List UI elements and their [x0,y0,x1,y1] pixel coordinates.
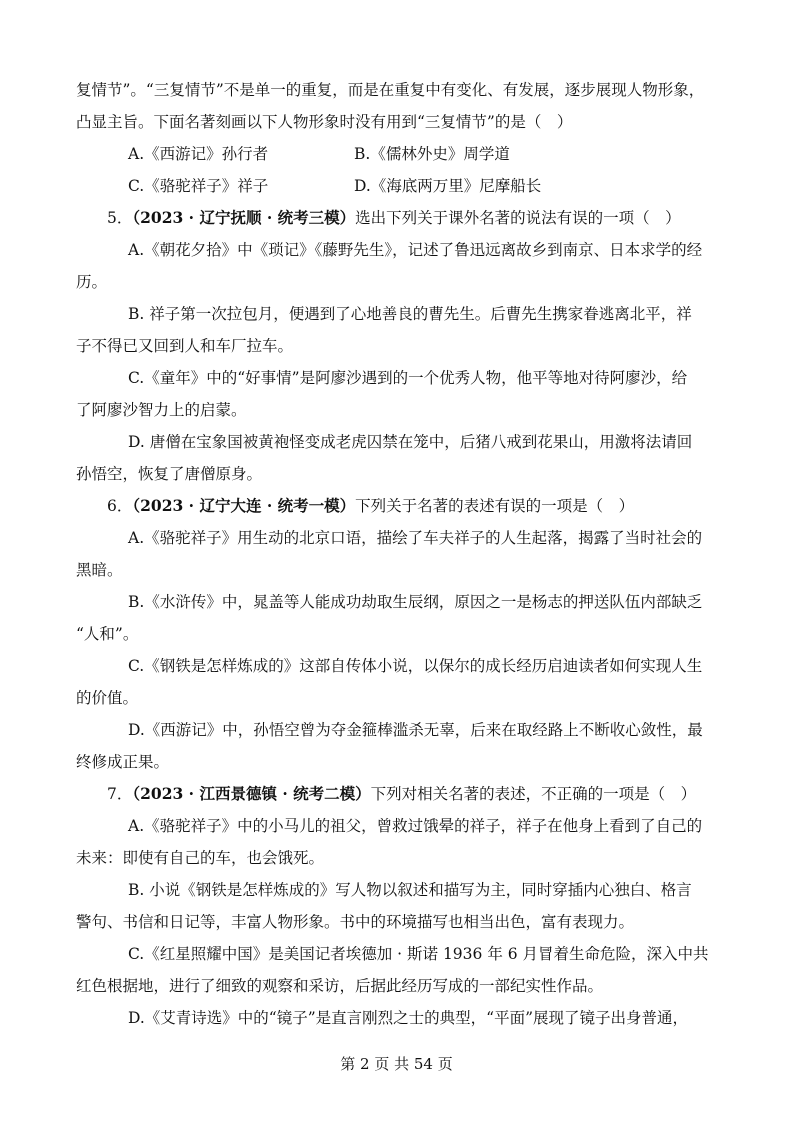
q5-option-d: D. 唐僧在宝象国被黄袍怪变成老虎囚禁在笼中，后猪八戒到花果山，用激将法请回 [128,433,693,451]
question-number: 5． [107,209,133,227]
q5-option-c: C.《童年》中的“好事情”是阿廖沙遇到的一个优秀人物，他平等地对待阿廖沙，给 [128,369,688,387]
q7-option-b-cont: 警句、书信和日记等，丰富人物形象。书中的环境描写也相当出色，富有表现力。 [76,913,635,931]
q5-option-a-cont: 历。 [76,273,108,291]
question-text: 选出下列关于课外名著的说法有误的一项（ ） [355,209,681,227]
question-5-stem [107,208,721,228]
q6-option-b: B.《水浒传》中，晁盖等人能成功劫取生辰纲，原因之一是杨志的押送队伍内部缺乏 [128,593,703,611]
q7-option-b: B. 小说《钢铁是怎样炼成的》写人物以叙述和描写为主，同时穿插内心独白、格言 [128,881,692,899]
q4-option-c: C.《骆驼祥子》祥子 [128,177,269,195]
q6-option-d: D.《西游记》中，孙悟空曾为夺金箍棒滥杀无辜，后来在取经路上不断收心敛性，最 [128,721,703,739]
q6-option-d-cont: 终修成正果。 [76,753,170,771]
q6-option-a-cont: 黑暗。 [76,561,123,579]
question-number: 7． [107,785,133,803]
text-line: 凸显主旨。下面名著刻画以下人物形象时没有用到“三复情节”的是（ ） [76,113,573,131]
q5-option-b-cont: 子不得已又回到人和车厂拉车。 [76,337,294,355]
question-6-stem [107,496,721,516]
question-7-stem [107,784,721,804]
q4-options-row-2 [128,176,721,196]
q6-option-c: C.《钢铁是怎样炼成的》这部自传体小说，以保尔的成长经历启迪读者如何实现人生 [128,657,703,675]
question-source: （2023 · 江西景德镇 · 统考二模） [132,784,371,803]
q4-option-b: B.《儒林外史》周学道 [354,145,510,163]
q5-option-a: A.《朝花夕拾》中《琐记》《藤野先生》，记述了鲁迅远离故乡到南京、日本求学的经 [128,241,703,259]
q5-option-d-cont: 孙悟空，恢复了唐僧原身。 [76,465,263,483]
q6-option-c-cont: 的价值。 [76,689,139,707]
q7-option-a-cont: 未来：即使有自己的车，也会饿死。 [76,849,325,867]
q7-option-c-cont: 红色根据地，进行了细致的观察和采访，后据此经历写成的一部纪实性作品。 [76,977,604,995]
q5-option-c-cont: 了阿廖沙智力上的启蒙。 [76,401,247,419]
q6-option-b-cont: “人和”。 [76,625,139,643]
q7-option-d: D.《艾青诗选》中的“镜子”是直言刚烈之士的典型，“平面”展现了镜子出身普通， [128,1009,689,1027]
question-source: （2023 · 辽宁抚顺 · 统考三模） [132,208,356,227]
question-source: （2023 · 辽宁大连 · 统考一模） [132,496,356,515]
q5-option-b: B. 祥子第一次拉包月，便遇到了心地善良的曹先生。后曹先生携家眷逃离北平，祥 [128,305,692,323]
question-number: 6． [107,497,133,515]
text-line: 复情节”。“三复情节”不是单一的重复，而是在重复中有变化、有发展，逐步展现人物形象， [76,81,705,99]
q6-option-a: A.《骆驼祥子》用生动的北京口语，描绘了车夫祥子的人生起落，揭露了当时社会的 [128,529,703,547]
q4-option-d: D.《海底两万里》尼摩船长 [354,177,542,195]
q4-options-row-1 [128,144,721,164]
question-text: 下列关于名著的表述有误的一项是（ ） [355,497,635,515]
q4-option-a: A.《西游记》孙行者 [128,145,269,163]
q7-option-c: C.《红星照耀中国》是美国记者埃德加 · 斯诺 1936 年 6 月冒着生命危险，深入中共 [128,945,709,963]
question-text: 下列对相关名著的表述，不正确的一项是（ ） [370,785,697,803]
q7-option-a: A.《骆驼祥子》中的小马儿的祖父，曾救过饿晕的祥子，祥子在他身上看到了自己的 [128,817,703,835]
page-number-footer: 第 2 页 共 54 页 [340,1055,453,1073]
